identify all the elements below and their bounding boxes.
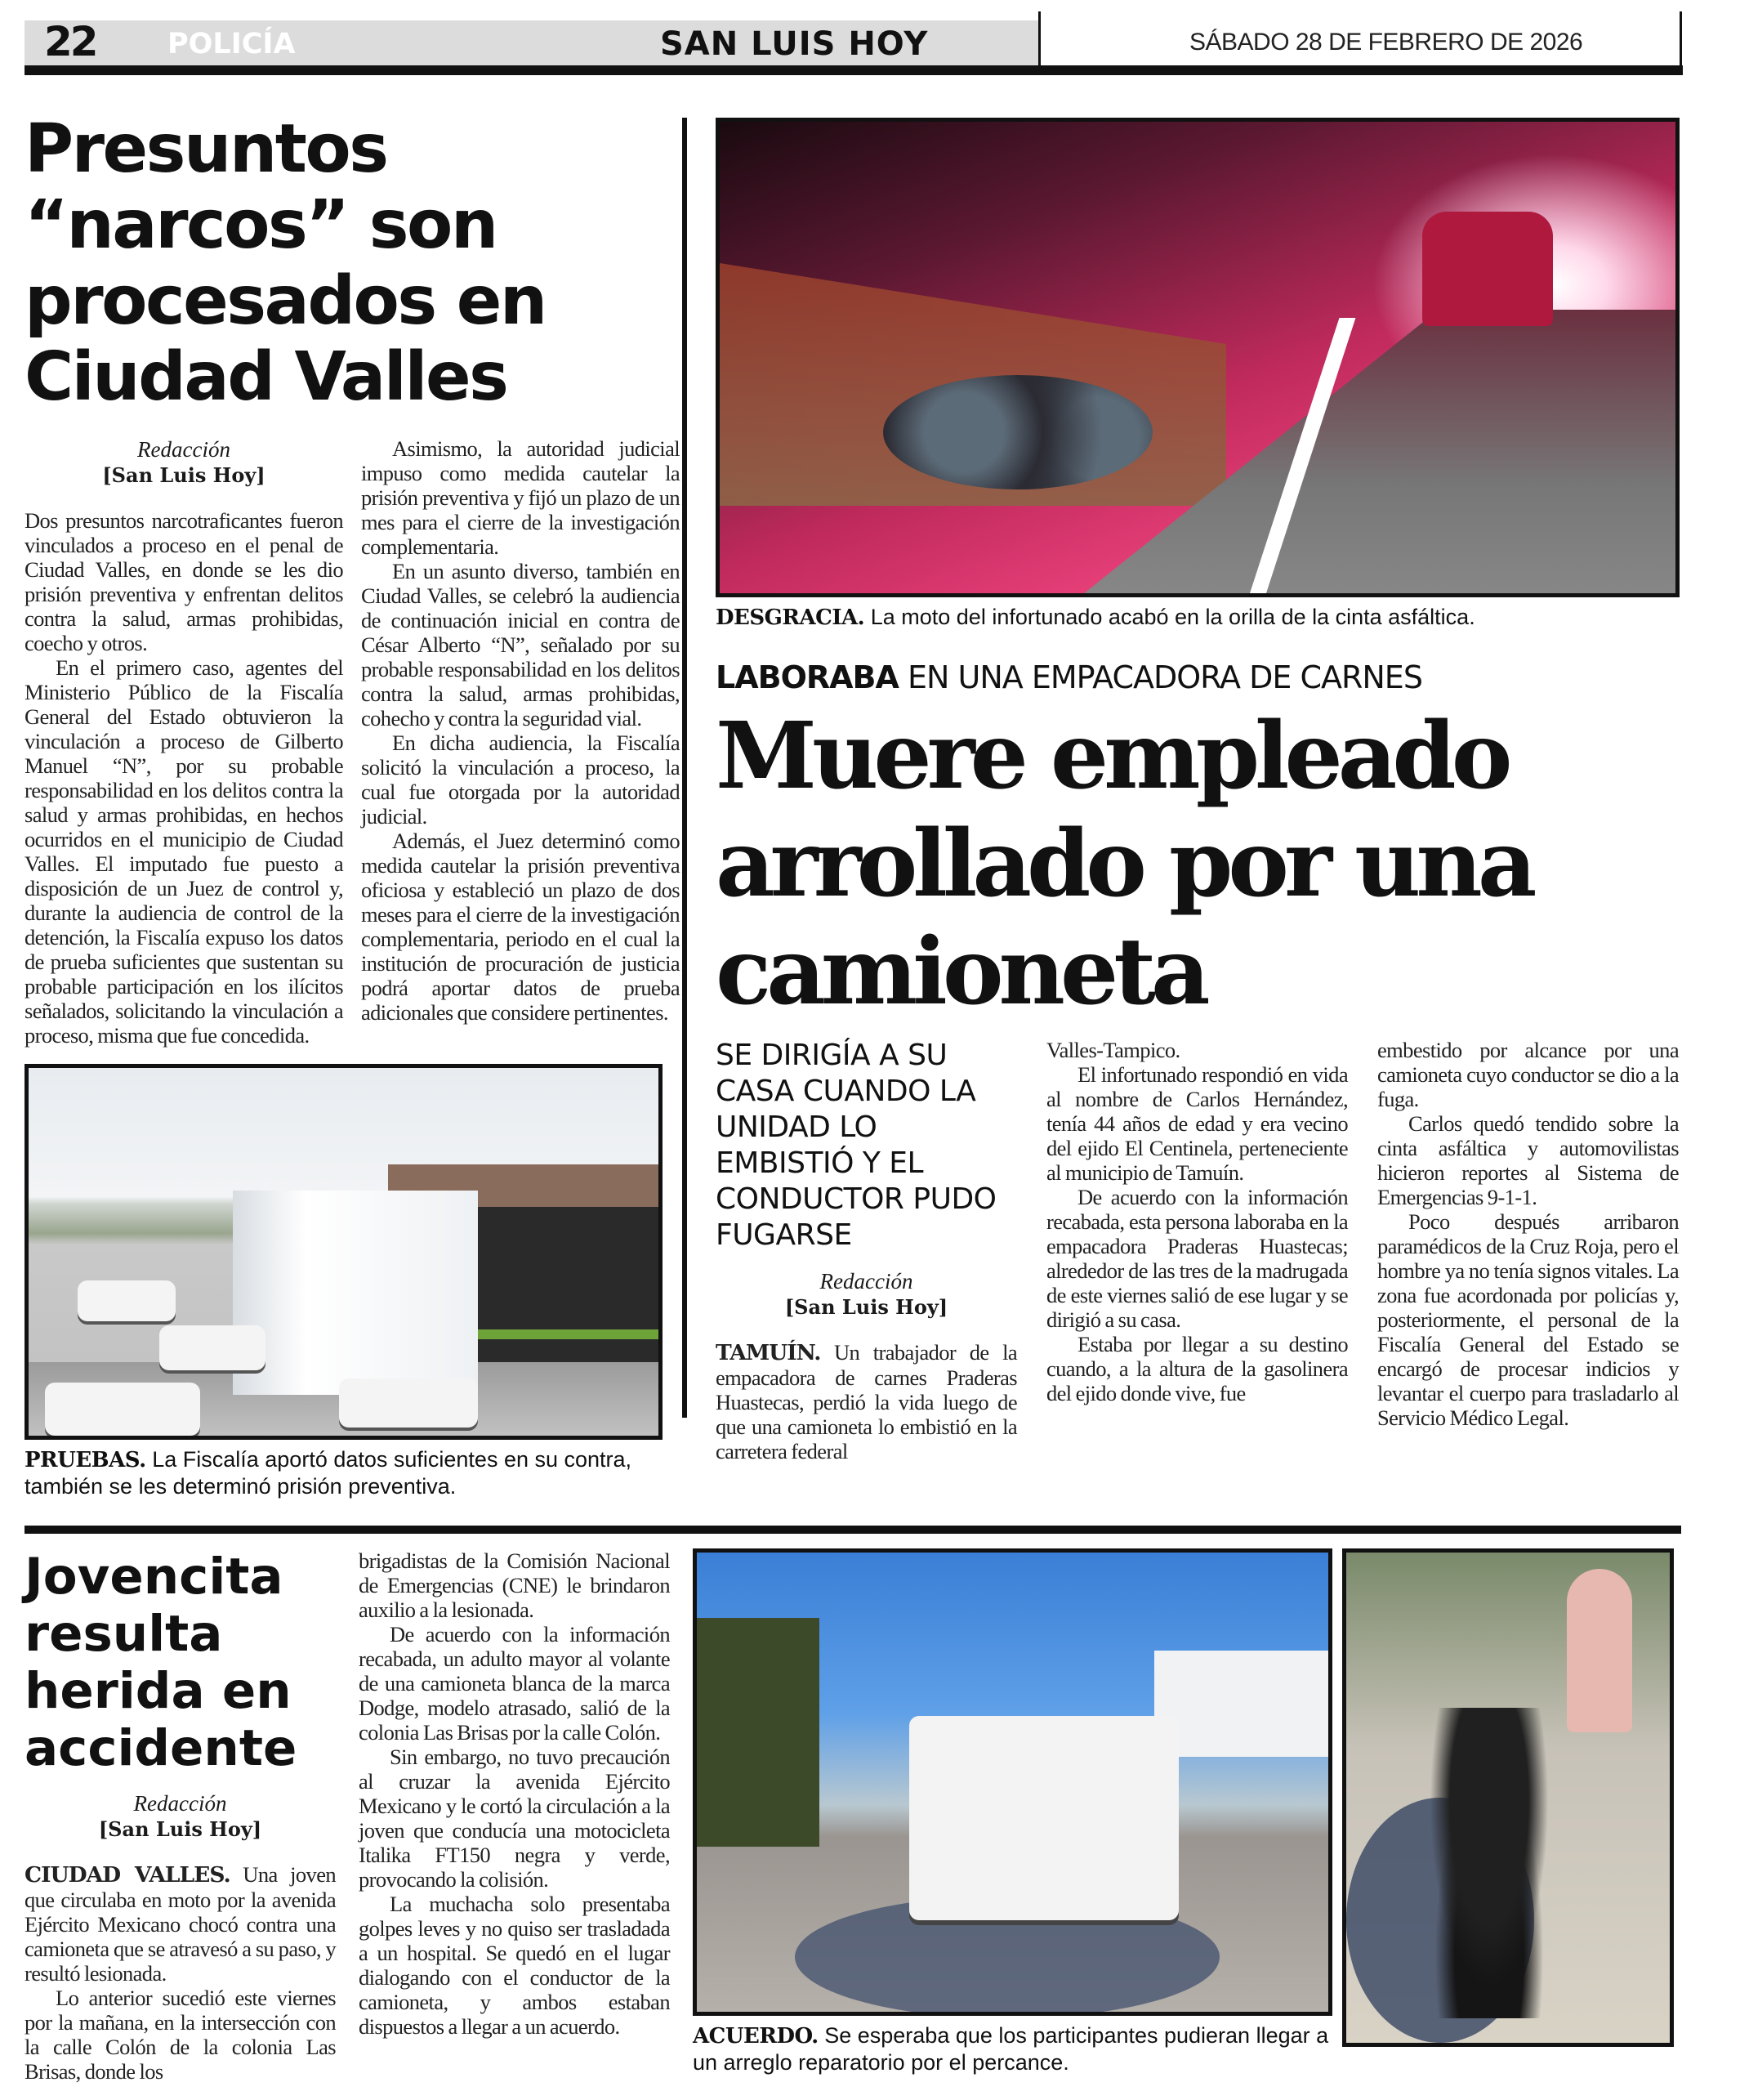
paragraph: Además, el Juez determinó como medida cautelar la prisión preventiva oficiosa y estableció un plazo de dos meses para el cierre de la investigación complementaria, periodo en el cual la institución de procuración de justicia podrá aportar datos de prueba adicionales que considere pertinentes. — [361, 829, 680, 1025]
byline-outlet: [San Luis Hoy] — [98, 1817, 262, 1841]
photo-bystander — [1567, 1569, 1632, 1732]
photo-tree — [697, 1618, 819, 1847]
photo-car — [1422, 212, 1553, 326]
paragraph: En el primero caso, agentes del Ministerio Público de la Fiscalía General del Estado obtuvieron la vinculación a proceso de Gilberto Manuel “N”, por su probable responsabilidad en los delitos contra la salud y armas prohibidas, en hechos ocurridos en el municipio de Ciudad Valles. El imputado fue puesto a disposición de un Juez de control y, durante la audiencia de control de la detención, la Fiscalía expuso los datos de prueba suficientes que sustentan su probable participación en los ilícitos señalados, solicitando la vinculación a proceso, misma que fue concedida. — [25, 655, 343, 1048]
article-empleado — [716, 118, 1680, 1463]
photo-building-facade — [233, 1191, 478, 1395]
paragraph: Estaba por llegar a su destino cuando, a la altura de la gasolinera del ejido donde vive, fue — [1046, 1332, 1348, 1405]
article-jovencita — [25, 1548, 1681, 2084]
photo-ambulance — [909, 1716, 1179, 1920]
paragraph-text: Un trabajador de la empacadora de carnes Praderas Huastecas, perdió la vida luego de que una camioneta lo embistió en la carretera federal — [716, 1340, 1017, 1463]
column-divider — [682, 118, 687, 1418]
byline-author: Redacción — [137, 437, 230, 462]
page-number: 22 — [44, 18, 96, 65]
kicker-rest: EN UNA EMPACADORA DE CARNES — [908, 659, 1422, 695]
caption-text: La Fiscalía aportó datos suficientes en su contra, también se les determinó prisión preventiva. — [25, 1447, 632, 1499]
article-narcos-body — [25, 436, 678, 1048]
dateline: TAMUÍN. — [716, 1340, 821, 1365]
photo-parked-truck — [45, 1383, 200, 1436]
ambulance-photo-block — [693, 1548, 1332, 2075]
caption-lead: ACUERDO. — [693, 2024, 819, 2049]
paragraph: embestido por alcance por una camioneta cuyo conductor se dio a la fuga. — [1377, 1038, 1679, 1111]
paragraph: El infortunado respondió en vida al nombre de Carlos Hernández, tenía 44 años de edad y era vecino del ejido El Centinela, perteneciente al municipio de Tamuín. — [1046, 1062, 1348, 1185]
article-empleado-body — [716, 1038, 1680, 1463]
caption-crash — [716, 604, 1680, 631]
paragraph: brigadistas de la Comisión Nacional de Emergencias (CNE) le brindaron auxilio a la lesionada. — [359, 1548, 670, 1622]
caption-lead: PRUEBAS. — [25, 1448, 146, 1472]
article-jovencita-column-1-text — [25, 1862, 336, 2084]
masthead: SAN LUIS HOY — [660, 25, 929, 63]
article-narcos-column-2 — [361, 436, 680, 1025]
header-rule — [25, 65, 1683, 75]
paragraph: Poco después arribaron paramédicos de la Cruz Roja, pero el hombre ya no tenía signos vitales. La zona fue acordonada por policías y, posteriormente, el personal de la Fiscalía General del Estado se encargó de procesar indicios y levantar el cuerpo para trasladarlo al Servicio Médico Legal. — [1377, 1209, 1679, 1430]
paragraph: En un asunto diverso, también en Ciudad Valles, se celebró la audiencia de continuación inicial en contra de César Alberto “N”, señalado por su probable responsabilidad en los delitos contra la salud, armas prohibidas, cohecho y contra la seguridad vial. — [361, 559, 680, 731]
paragraph: Carlos quedó tendido sobre la cinta asfáltica y automovilistas hicieron reportes al Sistema de Emergencias 9-1-1. — [1377, 1111, 1679, 1209]
paragraph: De acuerdo con la información recabada, un adulto mayor al volante de una camioneta blanca de la marca Dodge, modelo atrasado, salió de la colonia Las Brisas por la calle Colón. — [359, 1622, 670, 1745]
article-empleado-column-1-text — [716, 1340, 1017, 1463]
caption-text: Se esperaba que los participantes pudieran llegar a un arreglo reparatorio por el percance. — [693, 2023, 1329, 2075]
article-empleado-column-2 — [1046, 1038, 1348, 1405]
photo-parked-truck — [159, 1325, 265, 1370]
article-jovencita-text — [25, 1548, 670, 2084]
paragraph — [25, 1862, 336, 1986]
paragraph — [716, 1340, 1017, 1463]
caption-fiscalia — [25, 1446, 663, 1499]
kicker-empleado — [716, 659, 1680, 696]
paragraph: De acuerdo con la información recabada, esta persona laboraba en la empacadora Praderas Huastecas; alrededor de las tres de la madrugada de este viernes salió de ese lugar y se dirigió a su casa. — [1046, 1185, 1348, 1332]
article-narcos — [25, 111, 678, 1499]
section-name: POLICÍA — [167, 28, 296, 60]
byline-outlet: [San Luis Hoy] — [102, 463, 265, 487]
byline-jovencita — [25, 1790, 336, 1843]
byline-author: Redacción — [819, 1269, 913, 1294]
paragraph: Asimismo, la autoridad judicial impuso como medida cautelar la prisión preventiva y fijó un plazo de un mes para el cierre de la investigación complementaria. — [361, 436, 680, 559]
byline-author: Redacción — [133, 1791, 227, 1816]
paragraph: Lo anterior sucedió este viernes por la mañana, en la intersección con la calle Colón de la colonia Las Brisas, donde los — [25, 1986, 336, 2084]
photo-parked-truck — [78, 1280, 176, 1321]
byline-outlet: [San Luis Hoy] — [784, 1295, 948, 1319]
paragraph: En dicha audiencia, la Fiscalía solicitó la vinculación a proceso, la cual fue otorgada por la autoridad judicial. — [361, 731, 680, 829]
photo-ambulance-scene — [693, 1548, 1332, 2016]
article-empleado-column-1 — [716, 1038, 1017, 1463]
caption-acuerdo — [693, 2022, 1332, 2075]
photo-house — [1154, 1651, 1332, 1757]
caption-text: La moto del infortunado acabó en la orilla de la cinta asfáltica. — [870, 605, 1475, 629]
photo-motorcycle — [883, 375, 1153, 489]
article-empleado-column-3 — [1377, 1038, 1679, 1430]
article-narcos-column-1 — [25, 436, 343, 1048]
headline-narcos: Presuntos “narcos” son procesados en Ciudad Valles — [25, 110, 546, 416]
paragraph-text: Una joven que circulaba en moto por la avenida Ejército Mexicano chocó contra una camioneta que se atravesó a su paso, y resultó lesionada. — [25, 1862, 337, 1986]
article-jovencita-column-2 — [359, 1548, 670, 2084]
paragraph: Dos presuntos narcotraficantes fueron vinculados a proceso en el penal de Ciudad Valles, en donde se les dio prisión preventiva y enfrentan delitos contra la salud, armas prohibidas, coecho y otros. — [25, 508, 343, 655]
caption-lead: DESGRACIA. — [716, 605, 865, 630]
headline-jovencita: Jovencita resulta herida en accidente — [25, 1548, 297, 1777]
header-divider — [1038, 11, 1041, 67]
article-narcos-column-1-text — [25, 508, 343, 1048]
photo-row — [693, 1548, 1681, 2075]
kicker-bold: LABORABA — [716, 659, 899, 695]
edition-date: SÁBADO 28 DE FEBRERO DE 2026 — [1189, 29, 1583, 56]
byline-narcos — [25, 436, 343, 489]
paragraph: Sin embargo, no tuvo precaución al cruzar la avenida Ejército Mexicano y le cortó la circulación a la joven que conducía una motocicleta Italika FT150 negra y verde, provocando la colisión. — [359, 1745, 670, 1892]
headline-empleado: Muere empleado arrollado por una camioneta — [716, 703, 1533, 1025]
dateline: CIUDAD VALLES. — [25, 1862, 230, 1888]
photo-damaged-motorcycle — [1342, 1548, 1674, 2047]
byline-empleado — [716, 1268, 1017, 1320]
photo-parked-truck — [339, 1378, 478, 1428]
article-jovencita-photos — [693, 1548, 1681, 2084]
photo-motorcycle — [1420, 1708, 1559, 2018]
photo-building-green-stripe — [478, 1329, 663, 1339]
subhead-empleado: SE DIRIGÍA A SU CASA CUANDO LA UNIDAD LO EMBISTIÓ Y EL CONDUCTOR PUDO FUGARSE — [716, 1039, 997, 1252]
header-right-edge — [1680, 11, 1682, 67]
paragraph: Valles-Tampico. — [1046, 1038, 1180, 1062]
photo-fiscalia-building — [25, 1064, 663, 1440]
photo-night-crash — [716, 118, 1680, 597]
article-jovencita-column-1 — [25, 1548, 336, 2084]
paragraph: La muchacha solo presentaba golpes leves y no quiso ser trasladada a un hospital. Se quedó en el lugar dialogando con el conductor de la camioneta, y ambos estaban dispuestos a llegar a un acuerdo. — [359, 1892, 670, 2039]
section-rule — [25, 1526, 1681, 1534]
